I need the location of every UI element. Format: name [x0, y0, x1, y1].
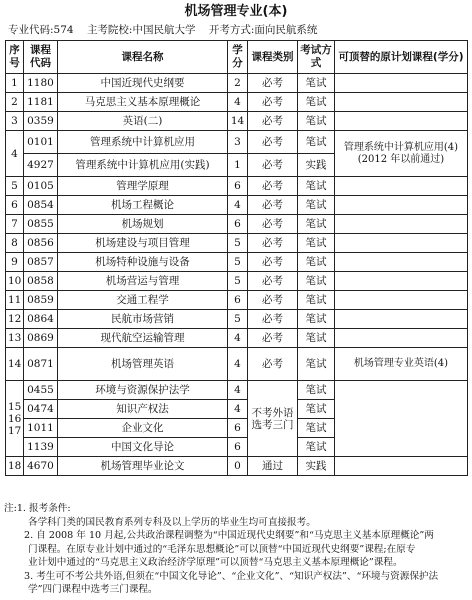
page-title: 机场管理专业(本) — [184, 4, 288, 19]
cell-exam: 笔试 — [298, 177, 335, 196]
cell-category: 必考 — [248, 348, 298, 381]
note-2-line: 2. 自 2008 年 10 月起,公共政治课程调整为“中国近现代史纲要”和“马克思主义基本原理概论”两 — [24, 530, 434, 541]
cell-no: 9 — [6, 253, 24, 272]
cell-replace: 机场管理专业英语(4) — [335, 348, 468, 381]
cell-no: 14 — [6, 348, 24, 381]
major-exam-mode: 开考方式:面向民航系统 — [208, 24, 318, 36]
table-row — [6, 253, 468, 272]
header-no: 序号 — [6, 41, 24, 74]
cell-replace — [335, 74, 468, 93]
cell-exam: 笔试 — [298, 381, 335, 400]
cell-code: 0858 — [24, 272, 58, 291]
cell-credit: 6 — [228, 177, 248, 196]
cell-category: 必考 — [248, 329, 298, 348]
cell-category: 必考 — [248, 74, 298, 93]
cell-exam: 笔试 — [298, 310, 335, 329]
cell-no: 1 — [6, 74, 24, 93]
cell-exam: 笔试 — [298, 93, 335, 112]
cell-replace — [335, 253, 468, 272]
cell-no: 18 — [6, 457, 24, 476]
cell-exam: 笔试 — [298, 74, 335, 93]
cell-replace — [335, 457, 468, 476]
cell-replace — [335, 234, 468, 253]
table-row — [6, 291, 468, 310]
table-row — [6, 457, 468, 476]
cell-no: 6 — [6, 196, 24, 215]
cell-exam: 笔试 — [298, 196, 335, 215]
cell-credit: 5 — [228, 253, 248, 272]
cell-credit: 5 — [228, 310, 248, 329]
cell-no: 2 — [6, 93, 24, 112]
cell-credit: 4 — [228, 329, 248, 348]
cell-credit: 5 — [228, 272, 248, 291]
cell-exam: 笔试 — [298, 112, 335, 131]
cell-credit: 14 — [228, 112, 248, 131]
cell-no: 5 — [6, 177, 24, 196]
cell-code: 1181 — [24, 93, 58, 112]
cell-exam: 笔试 — [298, 348, 335, 381]
cell-credit: 4 — [228, 400, 248, 419]
cell-exam: 笔试 — [298, 253, 335, 272]
cell-category: 必考 — [248, 93, 298, 112]
cell-exam: 笔试 — [298, 215, 335, 234]
cell-replace — [335, 291, 468, 310]
cell-name: 中国文化导论 — [58, 438, 228, 457]
header-course-code: 课程代码 — [24, 41, 58, 74]
cell-exam: 笔试 — [298, 234, 335, 253]
cell-no: 15 16 17 — [6, 381, 24, 457]
cell-code: 0864 — [24, 310, 58, 329]
header-category: 课程类别 — [248, 41, 298, 74]
cell-no: 12 — [6, 310, 24, 329]
cell-exam: 笔试 — [298, 400, 335, 419]
cell-no: 3 — [6, 112, 24, 131]
cell-name: 机场工程概论 — [58, 196, 228, 215]
cell-name: 机场营运与管理 — [58, 272, 228, 291]
cell-credit: 6 — [228, 419, 248, 438]
cell-exam: 实践 — [298, 457, 335, 476]
cell-replace: 管理系统中计算机应用(4)(2012 年以前通过) — [335, 131, 468, 177]
cell-credit: 4 — [228, 381, 248, 400]
cell-exam: 笔试 — [298, 438, 335, 457]
cell-replace — [335, 329, 468, 348]
cell-credit: 4 — [228, 93, 248, 112]
cell-credit: 5 — [228, 234, 248, 253]
cell-name: 机场管理毕业论文 — [58, 457, 228, 476]
cell-exam: 笔试 — [298, 291, 335, 310]
cell-no: 4 — [6, 131, 24, 177]
cell-name: 机场规划 — [58, 215, 228, 234]
cell-no: 8 — [6, 234, 24, 253]
cell-credit: 6 — [228, 291, 248, 310]
cell-no: 13 — [6, 329, 24, 348]
cell-no: 7 — [6, 215, 24, 234]
cell-credit: 0 — [228, 457, 248, 476]
cell-code: 4927 — [24, 154, 58, 177]
cell-exam: 笔试 — [298, 329, 335, 348]
notes — [4, 502, 468, 597]
table-row — [6, 131, 468, 154]
cell-replace — [335, 112, 468, 131]
cell-code: 0105 — [24, 177, 58, 196]
cell-category: 必考 — [248, 310, 298, 329]
table-row — [6, 177, 468, 196]
cell-credit: 6 — [228, 438, 248, 457]
cell-category: 必考 — [248, 196, 298, 215]
cell-exam: 笔试 — [298, 272, 335, 291]
cell-name: 企业文化 — [58, 419, 228, 438]
cell-name: 机场管理英语 — [58, 348, 228, 381]
cell-code: 0359 — [24, 112, 58, 131]
table-row — [6, 329, 468, 348]
cell-replace — [335, 310, 468, 329]
cell-category: 必考 — [248, 131, 298, 154]
cell-name: 马克思主义基本原理概论 — [58, 93, 228, 112]
note-1-body: 各学科门类的国民教育系列专科及以上学历的毕业生均可直接报考。 — [28, 516, 316, 528]
cell-code: 0474 — [24, 400, 58, 419]
cell-code: 1011 — [24, 419, 58, 438]
header-course-name: 课程名称 — [58, 41, 228, 74]
note-3-line: 3. 考生可不考公共外语,但须在“中国文化导论”、“企业文化”、“知识产权法”、“环境与资源保护法 — [24, 570, 439, 582]
note-3-line: 学”四门课程中选考三门课程。 — [28, 584, 158, 595]
cell-no: 11 — [6, 291, 24, 310]
cell-replace — [335, 196, 468, 215]
cell-exam: 笔试 — [298, 419, 335, 438]
major-school: 主考院校:中国民航大学 — [86, 24, 196, 36]
table-row — [6, 196, 468, 215]
cell-credit: 1 — [228, 154, 248, 177]
note-2-line: 业计划中通过的“马克思主义政治经济学原理”可以顶替“马克思主义基本原理概论”课程。 — [28, 557, 403, 568]
cell-name: 现代航空运输管理 — [58, 329, 228, 348]
table-row — [6, 348, 468, 381]
cell-name: 英语(二) — [58, 112, 228, 131]
major-meta — [8, 22, 468, 38]
cell-name: 管理学原理 — [58, 177, 228, 196]
table-row — [6, 272, 468, 291]
table-header-row — [6, 41, 468, 74]
cell-replace — [335, 381, 468, 457]
cell-code: 0854 — [24, 196, 58, 215]
table-row — [6, 234, 468, 253]
cell-code: 0869 — [24, 329, 58, 348]
cell-name: 机场特种设施与设备 — [58, 253, 228, 272]
cell-credit: 4 — [228, 196, 248, 215]
cell-no: 10 — [6, 272, 24, 291]
cell-code: 0871 — [24, 348, 58, 381]
cell-code: 1139 — [24, 438, 58, 457]
cell-code: 0859 — [24, 291, 58, 310]
cell-name: 管理系统中计算机应用 — [58, 131, 228, 154]
note-2-line: 门课程。在原专业计划中通过的“毛泽东思想概论”可以顶替“中国近现代史纲要”课程;在原专 — [28, 543, 416, 555]
table-row — [6, 112, 468, 131]
cell-name: 民航市场营销 — [58, 310, 228, 329]
cell-code: 0855 — [24, 215, 58, 234]
cell-code: 1180 — [24, 74, 58, 93]
cell-code: 0455 — [24, 381, 58, 400]
cell-code: 0857 — [24, 253, 58, 272]
cell-credit: 2 — [228, 74, 248, 93]
header-credit: 学分 — [228, 41, 248, 74]
cell-name: 知识产权法 — [58, 400, 228, 419]
cell-credit: 6 — [228, 215, 248, 234]
major-code: 专业代码:574 — [8, 24, 74, 36]
cell-category: 必考 — [248, 234, 298, 253]
cell-category: 必考 — [248, 154, 298, 177]
table-row — [6, 310, 468, 329]
table-row — [6, 381, 468, 400]
cell-name: 交通工程学 — [58, 291, 228, 310]
cell-category: 必考 — [248, 112, 298, 131]
cell-category: 必考 — [248, 177, 298, 196]
table-row — [6, 74, 468, 93]
cell-replace — [335, 177, 468, 196]
header-exam-mode: 考试方式 — [298, 41, 335, 74]
cell-name: 中国近现代史纲要 — [58, 74, 228, 93]
cell-replace — [335, 93, 468, 112]
course-table — [5, 40, 468, 476]
cell-name: 环境与资源保护法学 — [58, 381, 228, 400]
cell-name: 管理系统中计算机应用(实践) — [58, 154, 228, 177]
cell-code: 0856 — [24, 234, 58, 253]
cell-category: 通过 — [248, 457, 298, 476]
table-row — [6, 215, 468, 234]
cell-category: 必考 — [248, 272, 298, 291]
cell-category: 必考 — [248, 253, 298, 272]
cell-category: 必考 — [248, 291, 298, 310]
cell-credit: 3 — [228, 131, 248, 154]
cell-name: 机场建设与项目管理 — [58, 234, 228, 253]
cell-exam: 笔试 — [298, 131, 335, 154]
cell-code: 4670 — [24, 457, 58, 476]
cell-replace — [335, 215, 468, 234]
cell-category: 必考 — [248, 215, 298, 234]
cell-credit: 4 — [228, 348, 248, 381]
note-1-heading: 注:1. 报考条件: — [4, 503, 71, 514]
cell-replace — [335, 272, 468, 291]
cell-exam: 实践 — [298, 154, 335, 177]
cell-code: 0101 — [24, 131, 58, 154]
table-row — [6, 93, 468, 112]
header-replace: 可顶替的原计划课程(学分) — [335, 41, 468, 74]
cell-category: 不考外语选考三门 — [248, 381, 298, 457]
